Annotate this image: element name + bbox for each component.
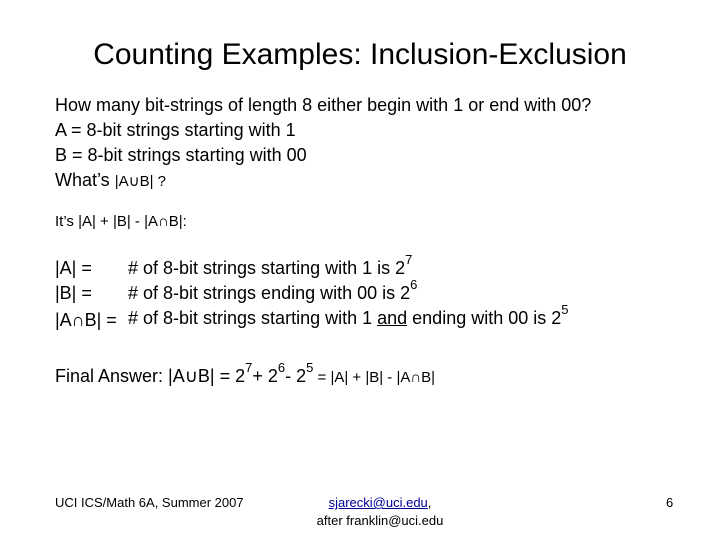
row-a-text: # of 8-bit strings starting with 1 is 2 [128, 258, 406, 278]
slide-title: Counting Examples: Inclusion-Exclusion [93, 38, 627, 71]
final-rhs: = |A| + |B| - |A∩B| [313, 369, 436, 386]
row-b-description [128, 277, 418, 304]
question-line-2: A = 8-bit strings starting with 1 [55, 120, 296, 140]
final-plus: + 2 [252, 366, 278, 386]
final-exp-1: 7 [245, 360, 253, 375]
footer-comma: , [427, 495, 432, 510]
row-b-label: |B| = [55, 283, 92, 303]
question-line-1 [55, 95, 591, 116]
row-a-description [128, 252, 413, 279]
row-ab-and: and [377, 308, 408, 328]
final-prefix: Final Answer: [55, 366, 169, 386]
footer-course: UCI ICS/Math 6A, Summer 2007 [55, 495, 244, 510]
row-ab-text-end: ending with 00 is 2 [407, 308, 562, 328]
email-link[interactable]: sjarecki@uci.edu [328, 495, 428, 510]
question-line-4-start: What’s [55, 170, 115, 190]
page-number: 6 [666, 495, 674, 510]
row-b-text: # of 8-bit strings ending with 00 is 2 [128, 283, 411, 303]
question-line-3: B = 8-bit strings starting with 00 [55, 145, 307, 165]
footer-email-line [300, 494, 460, 512]
question-line-1-end: end with 00? [484, 95, 592, 115]
question-or: or [468, 95, 485, 115]
final-exp-2: 6 [277, 360, 286, 375]
final-minus: - 2 [285, 366, 307, 386]
formula-line: It’s |A| + |B| - |A∩B|: [55, 213, 187, 230]
row-ab-text-start: # of 8-bit strings starting with 1 [128, 308, 378, 328]
footer-credits [300, 494, 460, 530]
row-b-exponent: 6 [410, 277, 418, 292]
footer-credit: after franklin@uci.edu [316, 513, 444, 528]
row-a-label: |A| = [55, 258, 92, 278]
row-ab-description [128, 302, 569, 329]
row-ab-exponent: 5 [561, 302, 569, 317]
final-lhs: |A∪B| = 2 [168, 366, 246, 386]
final-answer [55, 360, 436, 387]
question-line-1-start: How many bit-strings of length 8 either begin with 1 [55, 95, 469, 115]
question-line-4 [55, 170, 166, 191]
union-expression: |A∪B| ? [114, 173, 166, 190]
row-a-exponent: 7 [405, 252, 413, 267]
final-exp-3: 5 [306, 360, 314, 375]
row-ab-label: |A∩B| = [55, 310, 117, 330]
